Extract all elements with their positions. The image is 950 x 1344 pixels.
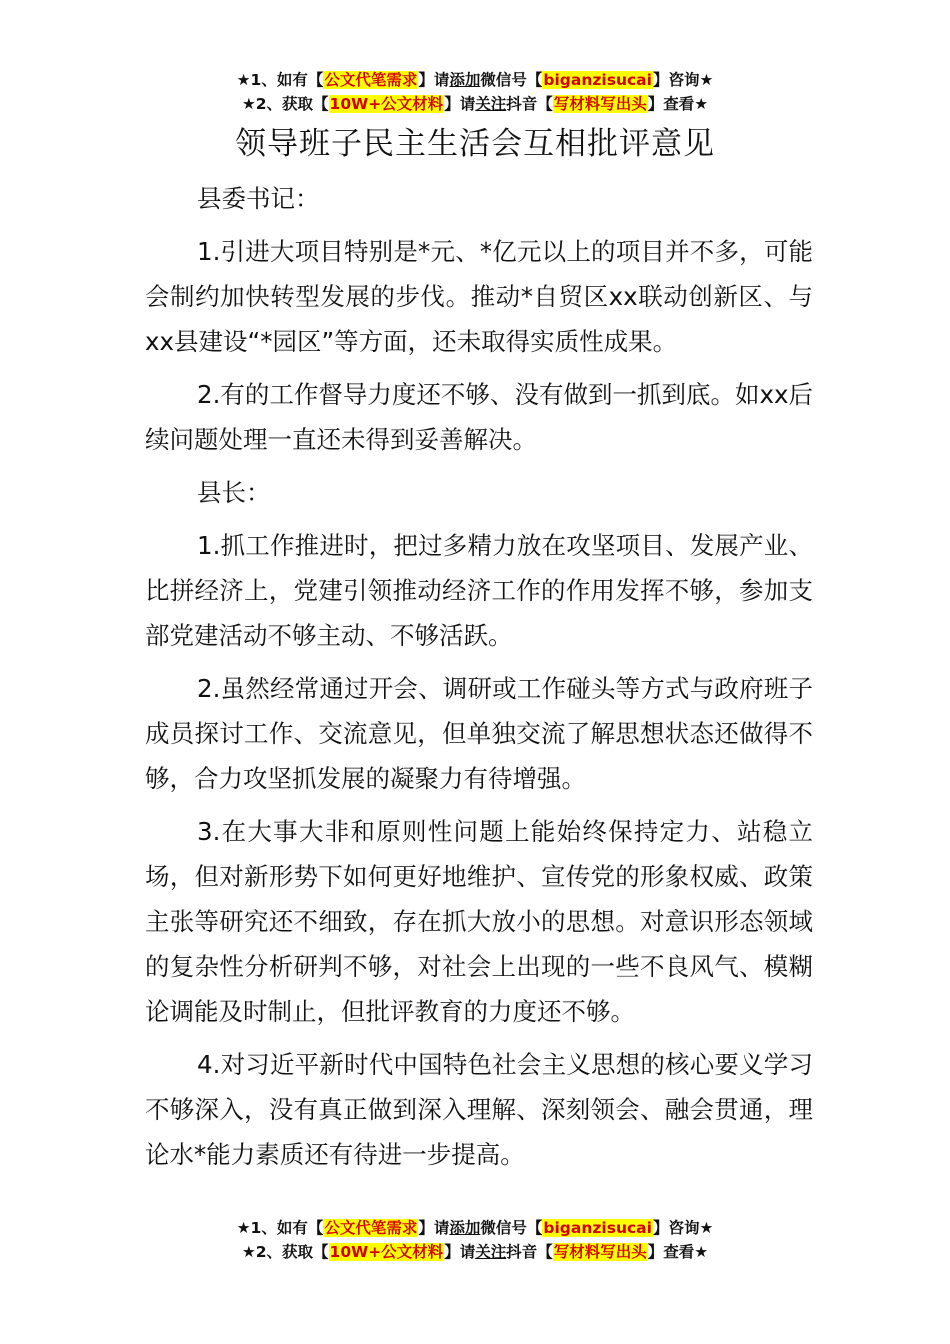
banner-highlight: 10W+公文材料 xyxy=(329,95,444,113)
banner-text: ★2、获取【 xyxy=(241,1243,329,1261)
banner-line-1 xyxy=(0,68,950,92)
paragraph: 2.有的工作督导力度还不够、没有做到一抓到底。如xx后续问题处理一直还未得到妥善解决。 xyxy=(145,380,813,454)
banner-underlined: 添加 xyxy=(449,71,481,89)
banner-text: 】咨询★ xyxy=(652,1219,714,1237)
banner-text: 】咨询★ xyxy=(652,71,714,89)
banner-highlight: 10W+公文材料 xyxy=(329,1243,444,1261)
banner-text: 微信号【 xyxy=(480,1219,543,1237)
banner-text: 抖音【 xyxy=(506,95,553,113)
banner-line-1 xyxy=(0,1216,950,1240)
document-title: 领导班子民主生活会互相批评意见 xyxy=(235,126,715,162)
banner-text: 】请 xyxy=(418,1219,450,1237)
paragraph: 2.虽然经常通过开会、调研或工作碰头等方式与政府班子成员探讨工作、交流意见，但单独交流了解思想状态还做得不够，合力攻坚抓发展的凝聚力有待增强。 xyxy=(145,674,813,793)
banner-text: 】请 xyxy=(418,71,450,89)
banner-text: 】请 xyxy=(444,95,476,113)
banner-text: 微信号【 xyxy=(480,71,543,89)
banner-highlight-douyin: 写材料写出头 xyxy=(553,1243,647,1261)
banner-text: ★2、获取【 xyxy=(241,95,329,113)
banner-highlight-wechat: biganzisucai xyxy=(543,71,652,89)
banner-text: ★1、如有【 xyxy=(236,71,324,89)
banner-underlined: 添加 xyxy=(449,1219,481,1237)
document-body xyxy=(145,176,813,1185)
bottom-banner xyxy=(0,1216,950,1264)
section-heading-county-head: 县长： xyxy=(197,478,271,507)
banner-highlight-wechat: biganzisucai xyxy=(543,1219,652,1237)
banner-text: 抖音【 xyxy=(506,1243,553,1261)
paragraph: 1.引进大项目特别是*元、*亿元以上的项目并不多，可能会制约加快转型发展的步伐。推动*自贸区xx联动创新区、与xx县建设“*园区”等方面，还未取得实质性成果。 xyxy=(145,237,813,356)
banner-line-2 xyxy=(0,92,950,116)
section-heading-secretary: 县委书记： xyxy=(197,184,320,213)
paragraph: 3.在大事大非和原则性问题上能始终保持定力、站稳立场，但对新形势下如何更好地维护、宣传党的形象权威、政策主张等研究还不细致，存在抓大放小的思想。对意识形态领域的复杂性分析研判不够，对社会上出现的一些不良风气、模糊论调能及时制止，但批评教育的力度还不够。 xyxy=(145,817,813,1026)
banner-highlight: 公文代笔需求 xyxy=(324,1219,418,1237)
banner-text: 】查看★ xyxy=(647,1243,709,1261)
banner-highlight: 公文代笔需求 xyxy=(324,71,418,89)
paragraph: 4.对习近平新时代中国特色社会主义思想的核心要义学习不够深入，没有真正做到深入理解、深刻领会、融会贯通，理论水*能力素质还有待进一步提高。 xyxy=(145,1050,813,1169)
banner-underlined: 关注 xyxy=(475,1243,507,1261)
paragraph: 1.抓工作推进时，把过多精力放在攻坚项目、发展产业、比拼经济上，党建引领推动经济工作的作用发挥不够，参加支部党建活动不够主动、不够活跃。 xyxy=(145,531,813,650)
banner-text: 】请 xyxy=(444,1243,476,1261)
banner-line-2 xyxy=(0,1240,950,1264)
banner-text: 】查看★ xyxy=(647,95,709,113)
banner-text: ★1、如有【 xyxy=(236,1219,324,1237)
banner-highlight-douyin: 写材料写出头 xyxy=(553,95,647,113)
top-banner xyxy=(0,68,950,116)
banner-underlined: 关注 xyxy=(475,95,507,113)
